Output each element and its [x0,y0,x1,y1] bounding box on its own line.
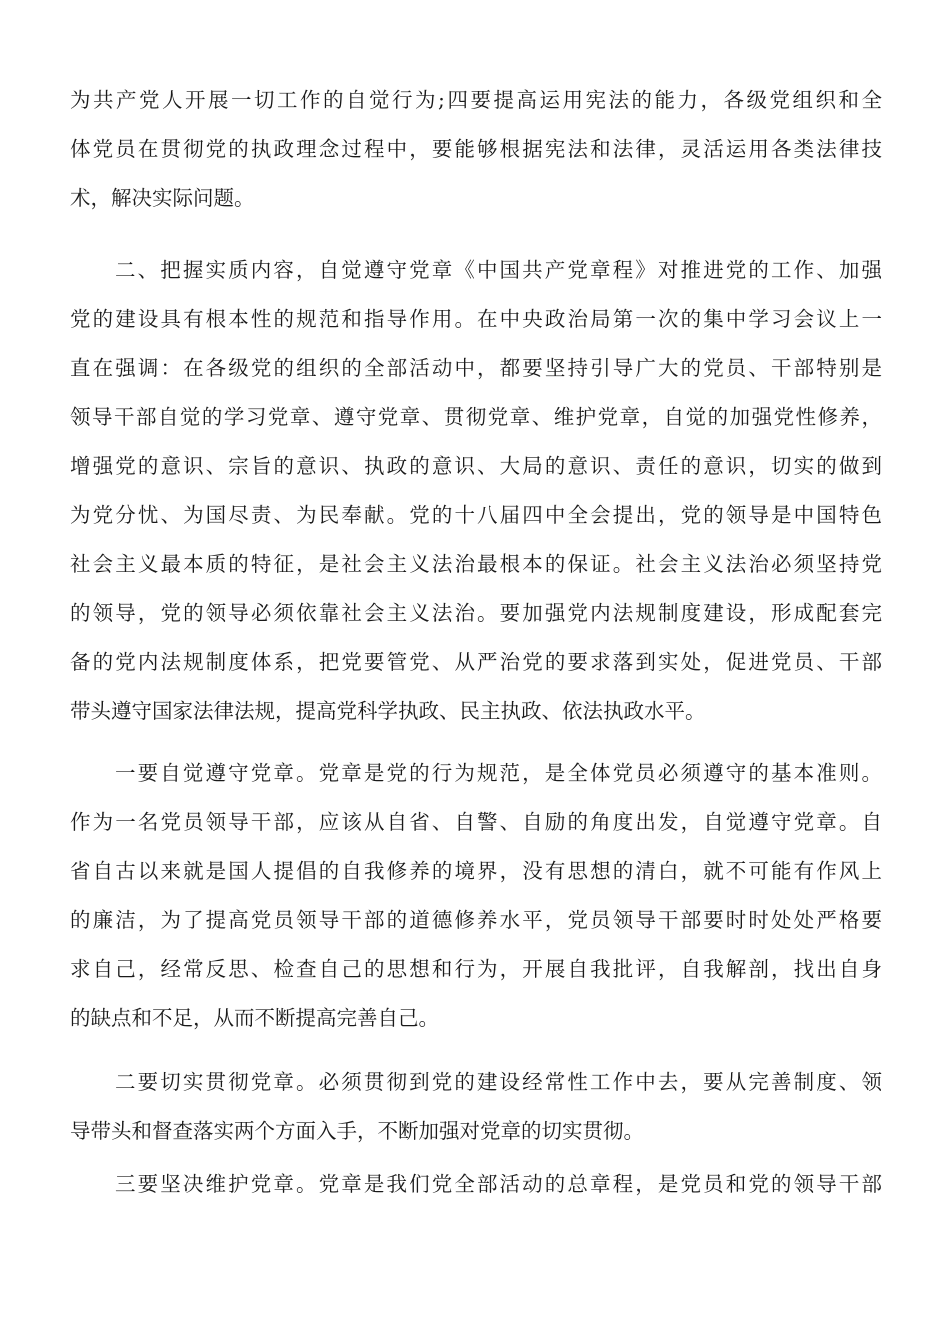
text-line: 备的党内法规制度体系，把党要管党、从严治党的要求落到实处，促进党员、干部 [70,650,882,674]
text-line: 为党分忧、为国尽责、为民奉献。党的十八届四中全会提出，党的领导是中国特色 [70,503,882,527]
text-line: 体党员在贯彻党的执政理念过程中，要能够根据宪法和法律，灵活运用各类法律技 [70,137,882,161]
text-line: 作为一名党员领导干部，应该从自省、自警、自励的角度出发，自觉遵守党章。自 [70,810,882,834]
paragraph-start-line: 三要坚决维护党章。党章是我们党全部活动的总章程，是党员和党的领导干部 [115,1172,882,1196]
text-line: 党的建设具有根本性的规范和指导作用。在中央政治局第一次的集中学习会议上一 [70,307,882,331]
text-line: 直在强调：在各级党的组织的全部活动中，都要坚持引导广大的党员、干部特别是 [70,356,882,380]
text-line: 求自己，经常反思、检查自己的思想和行为，开展自我批评，自我解剖，找出自身 [70,957,882,981]
text-line: 术，解决实际问题。 [70,186,255,210]
paragraph-start-line: 二要切实贯彻党章。必须贯彻到党的建设经常性工作中去，要从完善制度、领 [115,1070,882,1094]
text-line: 为共产党人开展一切工作的自觉行为;四要提高运用宪法的能力，各级党组织和全 [70,88,882,112]
text-line: 导带头和督查落实两个方面入手，不断加强对党章的切实贯彻。 [70,1119,644,1143]
paragraph-start-line: 一要自觉遵守党章。党章是党的行为规范，是全体党员必须遵守的基本准则。 [115,761,882,785]
text-line: 的领导，党的领导必须依靠社会主义法治。要加强党内法规制度建设，形成配套完 [70,601,882,625]
text-line: 增强党的意识、宗旨的意识、执政的意识、大局的意识、责任的意识，切实的做到 [70,454,882,478]
text-line: 社会主义最本质的特征，是社会主义法治最根本的保证。社会主义法治必须坚持党 [70,552,882,576]
text-line: 带头遵守国家法律法规，提高党科学执政、民主执政、依法执政水平。 [70,699,706,723]
text-line: 的缺点和不足，从而不断提高完善自己。 [70,1006,439,1030]
text-line: 省自古以来就是国人提倡的自我修养的境界，没有思想的清白，就不可能有作风上 [70,859,882,883]
text-line: 的廉洁，为了提高党员领导干部的道德修养水平，党员领导干部要时时处处严格要 [70,908,882,932]
paragraph-start-line: 二、把握实质内容，自觉遵守党章《中国共产党章程》对推进党的工作、加强 [115,258,882,282]
text-line: 领导干部自觉的学习党章、遵守党章、贯彻党章、维护党章，自觉的加强党性修养， [70,405,882,429]
